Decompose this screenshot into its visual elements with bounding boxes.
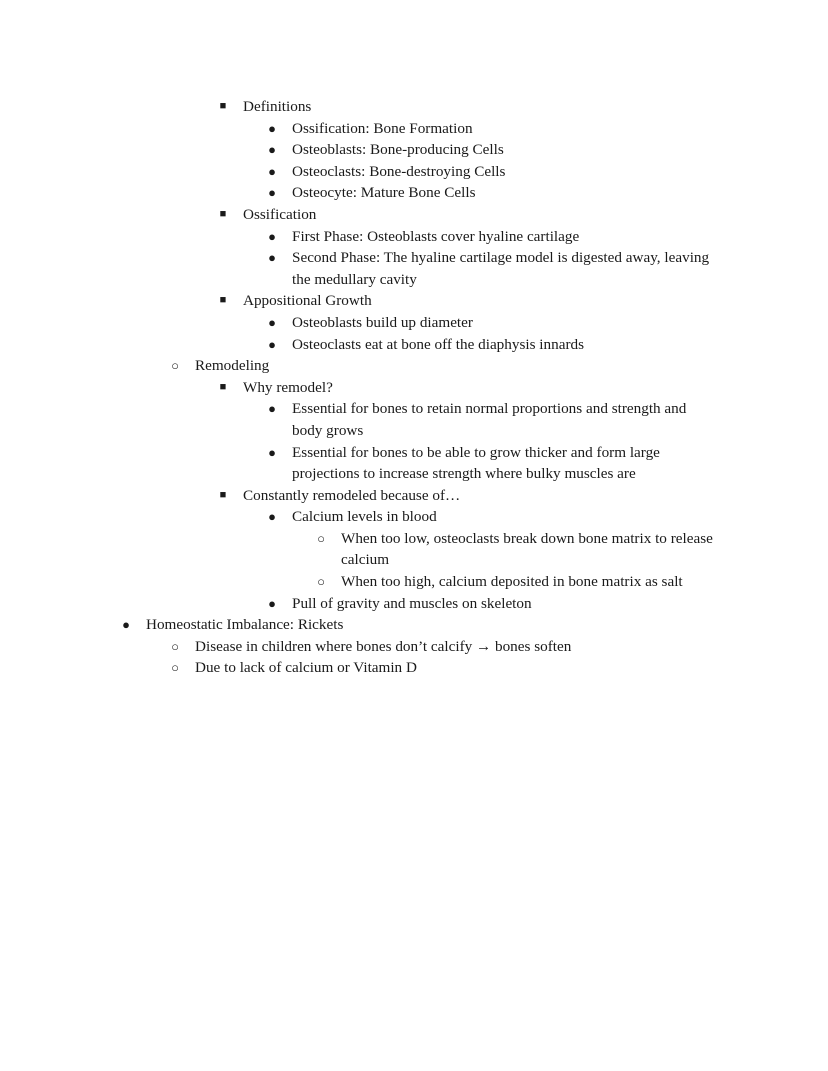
hollow-circle-bullet-icon: ○ (171, 358, 179, 374)
outline-item (0, 442, 828, 485)
filled-dot-bullet-icon: ● (268, 314, 276, 330)
outline-item (0, 247, 828, 290)
filled-dot-bullet-icon: ● (268, 120, 276, 136)
outline-item (0, 593, 828, 615)
outline-item-text: Pull of gravity and muscles on skeleton (292, 594, 532, 612)
outline-item (0, 355, 828, 377)
filled-dot-bullet-icon: ● (268, 336, 276, 352)
filled-dot-bullet-icon: ● (268, 401, 276, 417)
outline-item-text: Remodeling (195, 357, 270, 375)
outline-item (0, 312, 828, 334)
outline-item (0, 182, 828, 204)
outline-item-text: Calcium levels in blood (292, 508, 437, 526)
filled-dot-bullet-icon: ● (268, 185, 276, 201)
notes-outline (0, 96, 828, 679)
filled-dot-bullet-icon: ● (268, 509, 276, 525)
outline-item (0, 161, 828, 183)
outline-item (0, 485, 828, 507)
outline-item (0, 334, 828, 356)
outline-item-text: Disease in children where bones don’t calcify → bones soften (195, 637, 572, 655)
outline-item-text: Homeostatic Imbalance: Rickets (146, 616, 344, 634)
outline-item (0, 290, 828, 312)
outline-item-text: Osteocyte: Mature Bone Cells (292, 184, 476, 202)
outline-item (0, 226, 828, 248)
outline-item (0, 506, 828, 528)
filled-dot-bullet-icon: ● (268, 163, 276, 179)
outline-item (0, 377, 828, 399)
outline-item-text: Osteoclasts eat at bone off the diaphysis innards (292, 335, 585, 353)
outline-item-text: Osteoclasts: Bone-destroying Cells (292, 162, 506, 180)
outline-item (0, 636, 828, 658)
outline-item (0, 96, 828, 118)
outline-item-text: Why remodel? (243, 378, 333, 396)
outline-item-text: Essential for bones to retain normal proportions and strength and body grows (292, 400, 687, 439)
outline-item-text: Second Phase: The hyaline cartilage model is digested away, leaving the medullary cavity (292, 249, 710, 288)
outline-item (0, 614, 828, 636)
hollow-circle-bullet-icon: ○ (171, 660, 179, 676)
filled-dot-bullet-icon: ● (268, 444, 276, 460)
outline-item-text: First Phase: Osteoblasts cover hyaline cartilage (292, 227, 580, 245)
hollow-circle-bullet-icon: ○ (317, 574, 325, 590)
square-bullet-icon: ■ (219, 100, 227, 112)
outline-item-text: Osteoblasts: Bone-producing Cells (292, 141, 504, 159)
outline-item (0, 571, 828, 593)
filled-dot-bullet-icon: ● (268, 228, 276, 244)
outline-item (0, 657, 828, 679)
square-bullet-icon: ■ (219, 294, 227, 307)
outline-item-text: Appositional Growth (243, 292, 372, 310)
outline-item-text: Ossification (243, 205, 317, 223)
outline-item (0, 139, 828, 161)
filled-dot-bullet-icon: ● (268, 142, 276, 158)
outline-item (0, 398, 828, 441)
outline-item (0, 528, 828, 571)
outline-item-text: When too low, osteoclasts break down bone matrix to release calcium (341, 529, 713, 569)
outline-item-text: Constantly remodeled because of… (243, 486, 461, 504)
outline-item (0, 118, 828, 140)
filled-dot-bullet-icon: ● (122, 617, 130, 633)
filled-dot-bullet-icon: ● (268, 595, 276, 611)
outline-item-text: Osteoblasts build up diameter (292, 313, 473, 331)
square-bullet-icon: ■ (219, 380, 227, 393)
outline-item-text: Definitions (243, 98, 312, 115)
hollow-circle-bullet-icon: ○ (171, 638, 179, 654)
square-bullet-icon: ■ (219, 488, 227, 501)
filled-dot-bullet-icon: ● (268, 250, 276, 266)
outline-item-text: Essential for bones to be able to grow thicker and form large projections to increase strength where bulky muscles are (292, 443, 660, 483)
square-bullet-icon: ■ (219, 207, 227, 220)
outline-item-text: When too high, calcium deposited in bone matrix as salt (341, 573, 683, 591)
outline-item-text: Due to lack of calcium or Vitamin D (195, 659, 417, 677)
hollow-circle-bullet-icon: ○ (317, 530, 325, 546)
outline-item (0, 204, 828, 226)
outline-item-text: Ossification: Bone Formation (292, 119, 473, 137)
